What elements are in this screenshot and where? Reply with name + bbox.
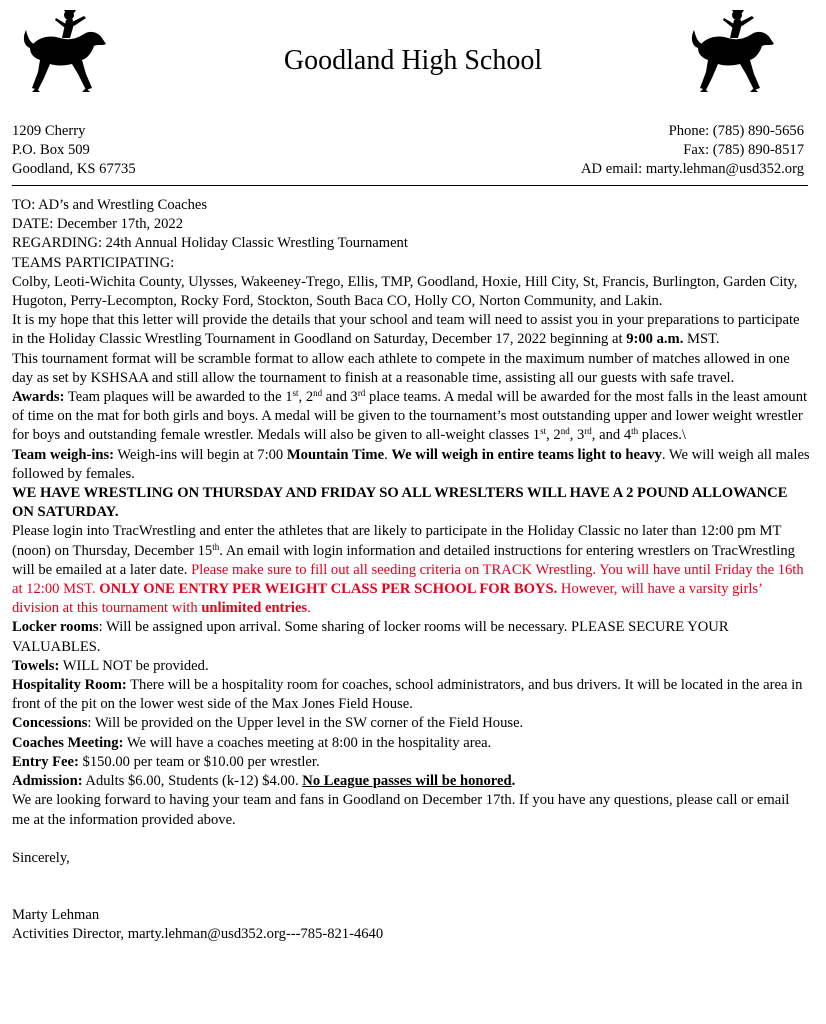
address-street: 1209 Cherry xyxy=(12,123,86,139)
format-paragraph: This tournament format will be scramble format to allow each athlete to compete in the maximum number of matches allowed in one day as set by KSHSAA and still allow the tournament to finish at a reasonable time, assisting all our guests with safe travel. xyxy=(12,350,790,386)
concessions-paragraph: Concessions: Will be provided on the Upper level in the SW corner of the Field House. xyxy=(12,715,524,732)
league-pass-note: No League passes will be honored xyxy=(302,773,512,790)
header-divider xyxy=(12,185,808,186)
address-po-box: P.O. Box 509 xyxy=(12,142,90,158)
start-time: 9:00 a.m. xyxy=(626,331,684,348)
locker-paragraph: Locker rooms: Will be assigned upon arrival. Some sharing of locker rooms will be necessary. PLEASE SECURE YOUR VALUABLES. xyxy=(12,619,729,655)
signature-title: Activities Director, marty.lehman@usd352.org---785-821-4640 xyxy=(12,926,384,943)
signature-name: Marty Lehman xyxy=(12,906,100,923)
allowance-notice: WE HAVE WRESTLING ON THURSDAY AND FRIDAY SO ALL WRESLTERS WILL HAVE A 2 POUND ALLOWANCE ON SATURDAY. xyxy=(12,485,788,521)
school-title: Goodland High School xyxy=(283,45,543,76)
memo-to: TO: AD’s and Wrestling Coaches xyxy=(12,197,208,213)
admission-paragraph: Admission: Adults $6.00, Students (k-12) $4.00. No League passes will be honored. xyxy=(12,773,516,790)
school-address xyxy=(12,122,136,179)
weighins-label: Team weigh-ins: xyxy=(12,446,115,463)
letter-body xyxy=(12,196,810,944)
coaches-meeting-paragraph: Coaches Meeting: We will have a coaches meeting at 8:00 in the hospitality area. xyxy=(12,734,492,751)
towels-paragraph: Towels: WILL NOT be provided. xyxy=(12,657,209,674)
teams-list: Colby, Leoti-Wichita County, Ulysses, Wakeeney-Trego, Ellis, TMP, Goodland, Hoxie, Hill City, St, Francis, Burlington, Garden City, Hugoton, Perry-Lecompton, Rocky Ford, Stockton, South Baca CO, Holly CO, Norton Community, and Lakin. xyxy=(12,273,798,310)
contact-phone: Phone: (785) 890-5656 xyxy=(668,123,804,139)
intro-paragraph: It is my hope that this letter will provide the details that your school and team will need to assist you in your preparations to participate in the Holiday Classic Wrestling Tournament in Goodland on Saturday, December 17, 2022 beginning at 9:00 a.m. MST. xyxy=(12,312,800,348)
weighins-paragraph: Team weigh-ins: Weigh-ins will begin at 7:00 Mountain Time. We will weigh in entire teams light to heavy. We will weigh all males followed by females. xyxy=(12,446,810,482)
address-city: Goodland, KS 67735 xyxy=(12,161,136,177)
login-paragraph: Please login into TracWrestling and enter the athletes that are likely to participate in the Holiday Classic no later than 12:00 pm MT (noon) on Thursday, December 15th. An email with login information and detailed instructions for entering wrestlers on TracWrestling will be emailed at a later date. Please make sure to fill out all seeding criteria on TRACK Wrestling. You will have until Friday the 16th at 12:00 MST. ONLY ONE ENTRY PER WEIGHT CLASS PER SCHOOL FOR BOYS. However, will have a varsity girls’ division at this tournament with unlimited entries. xyxy=(12,523,804,617)
signoff: Sincerely, xyxy=(12,849,70,866)
hospitality-paragraph: Hospitality Room: There will be a hospitality room for coaches, school administrators, and bus drivers. It will be located in the area in front of the pit on the lower west side of the Max Jones Field House. xyxy=(12,677,803,713)
contact-email[interactable]: AD email: marty.lehman@usd352.org xyxy=(581,161,804,177)
closing-paragraph: We are looking forward to having your team and fans in Goodland on December 17th. If you have any questions, please call or email me at the information provided above. xyxy=(12,792,790,828)
awards-paragraph: Awards: Team plaques will be awarded to the 1st, 2nd and 3rd place teams. A medal will be awarded for the most falls in the least amount of time on the mat for both girls and boys. A medal will be given to the tournament’s most outstanding upper and lower weight wrestler for boys and outstanding female wrestler. Medals will also be given to all-weight classes 1st, 2nd, 3rd, and 4th places.\ xyxy=(12,388,808,444)
teams-heading: TEAMS PARTICIPATING: xyxy=(12,254,175,271)
awards-label: Awards: xyxy=(12,389,65,406)
memo-date: DATE: December 17th, 2022 xyxy=(12,216,184,233)
memo-regarding: REGARDING: 24th Annual Holiday Classic Wrestling Tournament xyxy=(12,235,408,252)
entry-fee-paragraph: Entry Fee: $150.00 per team or $10.00 per wrestler. xyxy=(12,753,320,770)
contact-info xyxy=(581,122,804,179)
contact-fax: Fax: (785) 890-8517 xyxy=(683,142,804,158)
